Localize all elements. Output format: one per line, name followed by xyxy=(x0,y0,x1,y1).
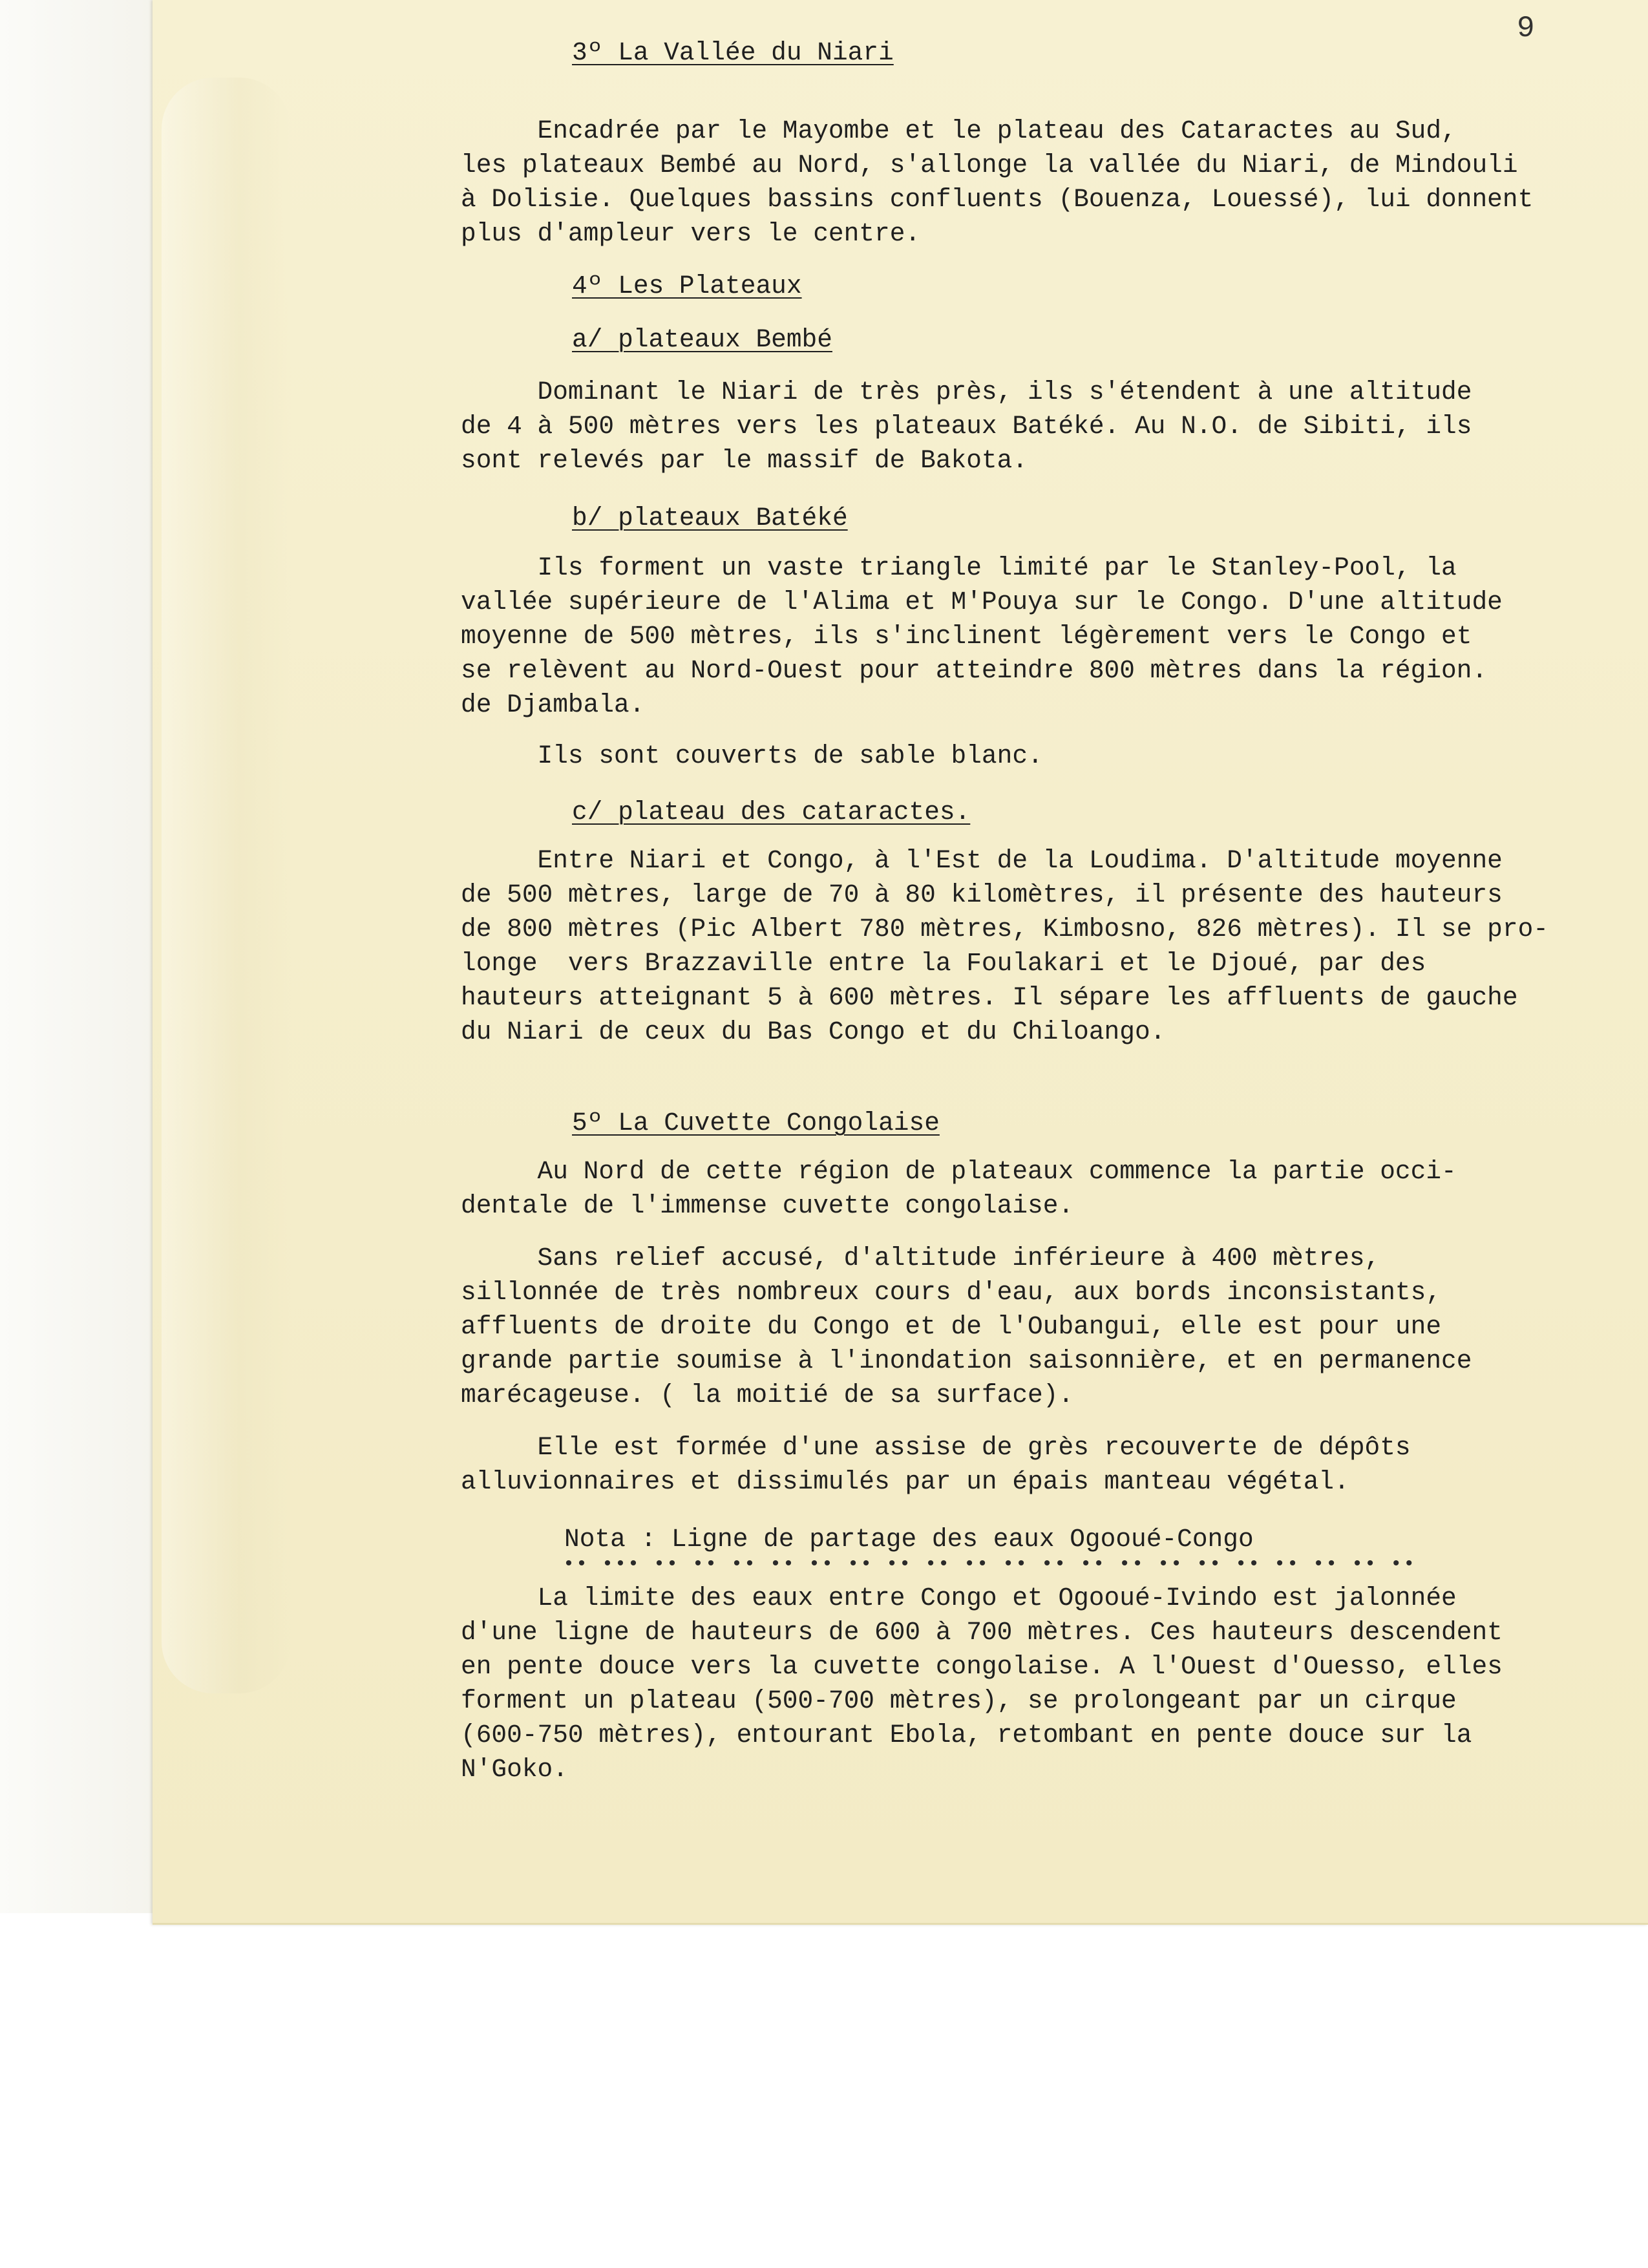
text-line: d'une ligne de hauteurs de 600 à 700 mètres. Ces hauteurs descendent xyxy=(461,1618,1503,1647)
text-line: affluents de droite du Congo et de l'Oubangui, elle est pour une xyxy=(461,1312,1442,1341)
text-line: se relèvent au Nord-Ouest pour atteindre 800 mètres dans la région. xyxy=(461,656,1488,685)
text-line: vallée supérieure de l'Alima et M'Pouya sur le Congo. D'une altitude xyxy=(461,588,1503,617)
text-line: hauteurs atteignant 5 à 600 mètres. Il sépare les affluents de gauche xyxy=(461,983,1518,1012)
paragraph-cuvette-1 xyxy=(461,1154,1553,1223)
text-line: de 500 mètres, large de 70 à 80 kilomètres, il présente des hauteurs xyxy=(461,880,1503,909)
text-line: plus d'ampleur vers le centre. xyxy=(461,219,921,248)
text-line: du Niari de ceux du Bas Congo et du Chiloango. xyxy=(461,1017,1166,1046)
text-line: Entre Niari et Congo, à l'Est de la Loudima. D'altitude moyenne xyxy=(461,846,1503,875)
page-number: 9 xyxy=(1517,12,1535,45)
text-line: marécageuse. ( la moitié de sa surface). xyxy=(461,1381,1074,1410)
text-line: Sans relief accusé, d'altitude inférieure à 400 mètres, xyxy=(461,1244,1380,1273)
text-line: de 800 mètres (Pic Albert 780 mètres, Kimbosno, 826 mètres). Il se pro- xyxy=(461,915,1548,944)
text-line: La limite des eaux entre Congo et Ogooué-Ivindo est jalonnée xyxy=(461,1584,1457,1613)
text-line: alluvionnaires et dissimulés par un épais manteau végétal. xyxy=(461,1467,1349,1496)
paragraph-nota xyxy=(461,1581,1553,1786)
text-line: en pente douce vers la cuvette congolaise. A l'Ouest d'Ouesso, elles xyxy=(461,1652,1503,1681)
paragraph-plateau-cataractes xyxy=(461,843,1553,1049)
text-line: les plateaux Bembé au Nord, s'allonge la vallée du Niari, de Mindouli xyxy=(461,151,1518,180)
heading-vallee-niari: 3º La Vallée du Niari xyxy=(572,38,894,67)
nota-dotted-underline: •• ••• •• •• •• •• •• •• •• •• •• •• •• •• •• •• •• •• •• •• •• •• xyxy=(563,1554,1417,1576)
text-line: forment un plateau (500-700 mètres), se prolongeant par un cirque xyxy=(461,1686,1457,1715)
text-line: sillonnée de très nombreux cours d'eau, aux bords inconsistants, xyxy=(461,1278,1442,1307)
paragraph-cuvette-2 xyxy=(461,1241,1553,1412)
heading-cuvette-congolaise: 5º La Cuvette Congolaise xyxy=(572,1108,940,1138)
scanner-background xyxy=(0,0,160,1913)
heading-plateaux-bembe: a/ plateaux Bembé xyxy=(572,325,832,354)
text-line: de 4 à 500 mètres vers les plateaux Batéké. Au N.O. de Sibiti, ils xyxy=(461,412,1472,441)
text-line: à Dolisie. Quelques bassins confluents (Bouenza, Louessé), lui donnent xyxy=(461,185,1534,214)
text-line: Ils forment un vaste triangle limité par le Stanley-Pool, la xyxy=(461,553,1457,582)
paragraph-plateaux-bembe xyxy=(461,375,1553,478)
paragraph-vallee-niari xyxy=(461,114,1553,251)
text-line: sont relevés par le massif de Bakota. xyxy=(461,446,1028,475)
text-line: grande partie soumise à l'inondation saisonnière, et en permanence xyxy=(461,1346,1472,1375)
heading-plateaux-bateke: b/ plateaux Batéké xyxy=(572,503,848,533)
text-line: longe vers Brazzaville entre la Foulakari et le Djoué, par des xyxy=(461,949,1426,978)
text-line: de Djambala. xyxy=(461,690,645,719)
paragraph-cuvette-3 xyxy=(461,1430,1553,1499)
heading-plateaux: 4º Les Plateaux xyxy=(572,271,802,301)
text-line: (600-750 mètres), entourant Ebola, retombant en pente douce sur la xyxy=(461,1721,1472,1750)
text-line: Au Nord de cette région de plateaux commence la partie occi- xyxy=(461,1157,1457,1186)
text-line: Dominant le Niari de très près, ils s'étendent à une altitude xyxy=(461,377,1472,407)
paragraph-sable-blanc: Ils sont couverts de sable blanc. xyxy=(461,741,1043,770)
page-body xyxy=(461,36,1553,1786)
text-line: dentale de l'immense cuvette congolaise. xyxy=(461,1191,1074,1220)
text-line: Encadrée par le Mayombe et le plateau des Cataractes au Sud, xyxy=(461,116,1457,145)
text-line: N'Goko. xyxy=(461,1755,568,1784)
paper-emboss-texture xyxy=(162,78,291,1693)
heading-plateau-cataractes: c/ plateau des cataractes. xyxy=(572,798,971,827)
text-line: Elle est formée d'une assise de grès recouverte de dépôts xyxy=(461,1433,1411,1462)
paragraph-plateaux-bateke xyxy=(461,551,1553,722)
text-line: moyenne de 500 mètres, ils s'inclinent légèrement vers le Congo et xyxy=(461,622,1472,651)
heading-nota: Nota : Ligne de partage des eaux Ogooué-Congo xyxy=(564,1525,1254,1554)
